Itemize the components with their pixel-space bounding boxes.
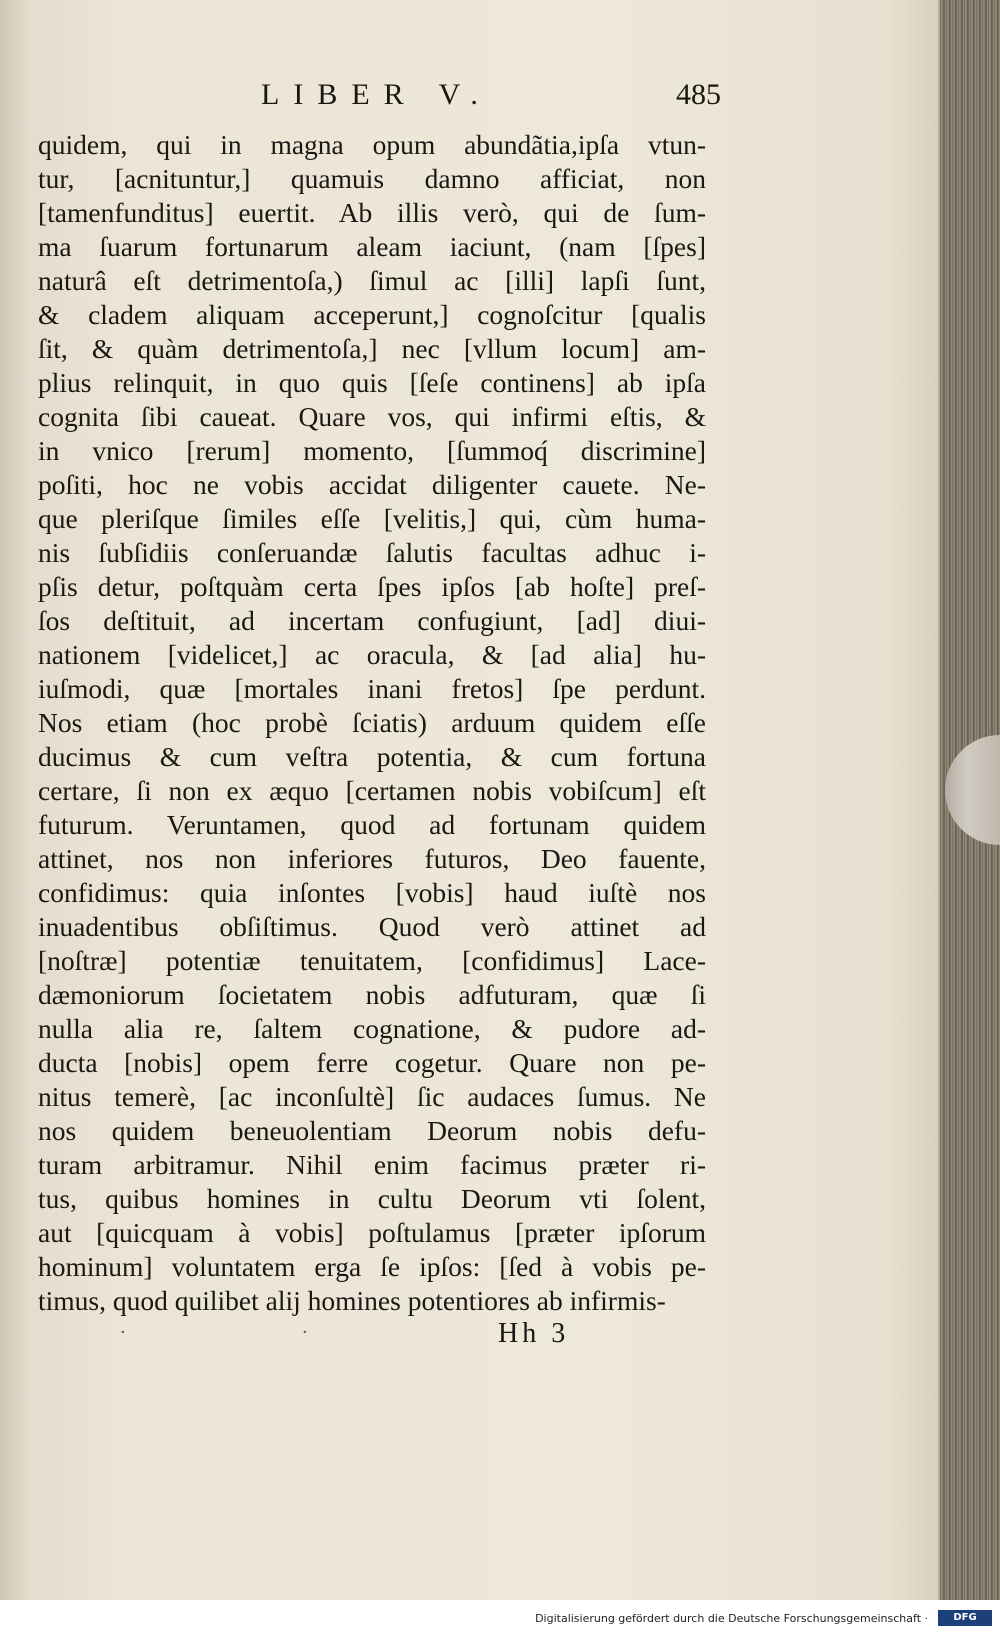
dfg-logo: DFG <box>938 1610 992 1626</box>
text-line: confidimus: quia inſontes [vobis] haud iuſtè nos <box>38 877 706 908</box>
text-line: nos quidem beneuolentiam Deorum nobis defu- <box>38 1115 706 1146</box>
text-line: tus, quibus homines in cultu Deorum vti ſolent, <box>38 1183 706 1214</box>
signature-mark: Hh 3 <box>498 1318 570 1349</box>
text-line: quidem, qui in magna opum abundãtia,ipſa vtun- <box>38 129 706 160</box>
text-line: ſos deſtituit, ad incertam confugiunt, [ad] diui- <box>38 605 706 636</box>
text-line: certare, ſi non ex æquo [certamen nobis vobiſcum] eſt <box>38 775 706 806</box>
text-line: ducta [nobis] opem ferre cogetur. Quare non pe- <box>38 1047 706 1078</box>
funding-credit: Digitalisierung gefördert durch die Deutsche Forschungsgemeinschaft · <box>535 1612 928 1625</box>
text-line: nationem [videlicet,] ac oracula, & [ad alia] hu- <box>38 639 706 670</box>
text-line: in vnico [rerum] momento, [ſummoq́ discrimine] <box>38 435 706 466</box>
text-line: nulla alia re, ſaltem cognatione, & pudore ad- <box>38 1013 706 1044</box>
text-line: ma ſuarum fortunarum aleam iaciunt, (nam [ſpes] <box>38 231 706 262</box>
text-line: dæmoniorum ſocietatem nobis adfuturam, quæ ſi <box>38 979 706 1010</box>
text-line: poſiti, hoc ne vobis accidat diligenter cauete. Ne- <box>38 469 706 500</box>
text-line: nis ſubſidiis conſeruandæ ſalutis facultas adhuc i- <box>38 537 706 568</box>
text-line: [noſtræ] potentiæ tenuitatem, [confidimus] Lace- <box>38 945 706 976</box>
text-line: plius relinquit, in quo quis [ſeſe continens] ab ipſa <box>38 367 706 398</box>
text-line: ducimus & cum veſtra potentia, & cum fortuna <box>38 741 706 772</box>
text-line: timus, quod quilibet alij homines potentiores ab infirmis- <box>38 1285 666 1316</box>
text-line: attinet, nos non inferiores futuros, Deo fauente, <box>38 843 706 874</box>
text-line: aut [quicquam à vobis] poſtulamus [præter ipſorum <box>38 1217 706 1248</box>
running-head <box>36 78 800 118</box>
text-line: turam arbitramur. Nihil enim facimus præter ri- <box>38 1149 706 1180</box>
text-line: hominum] voluntatem erga ſe ipſos: [ſed à vobis pe- <box>38 1251 706 1282</box>
text-line: Nos etiam (hoc probè ſciatis) arduum quidem eſſe <box>38 707 706 738</box>
ink-dot: · <box>302 1322 308 1343</box>
running-head-title: LIBER V. <box>261 78 492 111</box>
ink-dot: · <box>120 1322 126 1343</box>
body-text <box>38 128 706 1318</box>
page-number: 485 <box>676 78 721 111</box>
text-line: futurum. Veruntamen, quod ad fortunam quidem <box>38 809 706 840</box>
text-line: naturâ eſt detrimentoſa,) ſimul ac [illi] lapſi ſunt, <box>38 265 706 296</box>
text-line: inuadentibus obſiſtimus. Quod verò attinet ad <box>38 911 706 942</box>
text-line: & cladem aliquam acceperunt,] cognoſcitur [qualis <box>38 299 706 330</box>
text-line: tur, [acnituntur,] quamuis damno afficiat, non <box>38 163 706 194</box>
text-line: que pleriſque ſimiles eſſe [velitis,] qui, cùm huma- <box>38 503 706 534</box>
text-line: iuſmodi, quæ [mortales inani fretos] ſpe perdunt. <box>38 673 706 704</box>
text-line: [tamenfunditus] euertit. Ab illis verò, qui de ſum- <box>38 197 706 228</box>
footer-bar <box>0 1600 1000 1637</box>
text-line: ſit, & quàm detrimentoſa,] nec [vllum locum] am- <box>38 333 706 364</box>
text-line: pſis detur, poſtquàm certa ſpes ipſos [ab hoſte] preſ- <box>38 571 706 602</box>
text-line: cognita ſibi caueat. Quare vos, qui infirmi eſtis, & <box>38 401 706 432</box>
text-line: nitus temerè, [ac inconſultè] ſic audaces ſumus. Ne <box>38 1081 706 1112</box>
